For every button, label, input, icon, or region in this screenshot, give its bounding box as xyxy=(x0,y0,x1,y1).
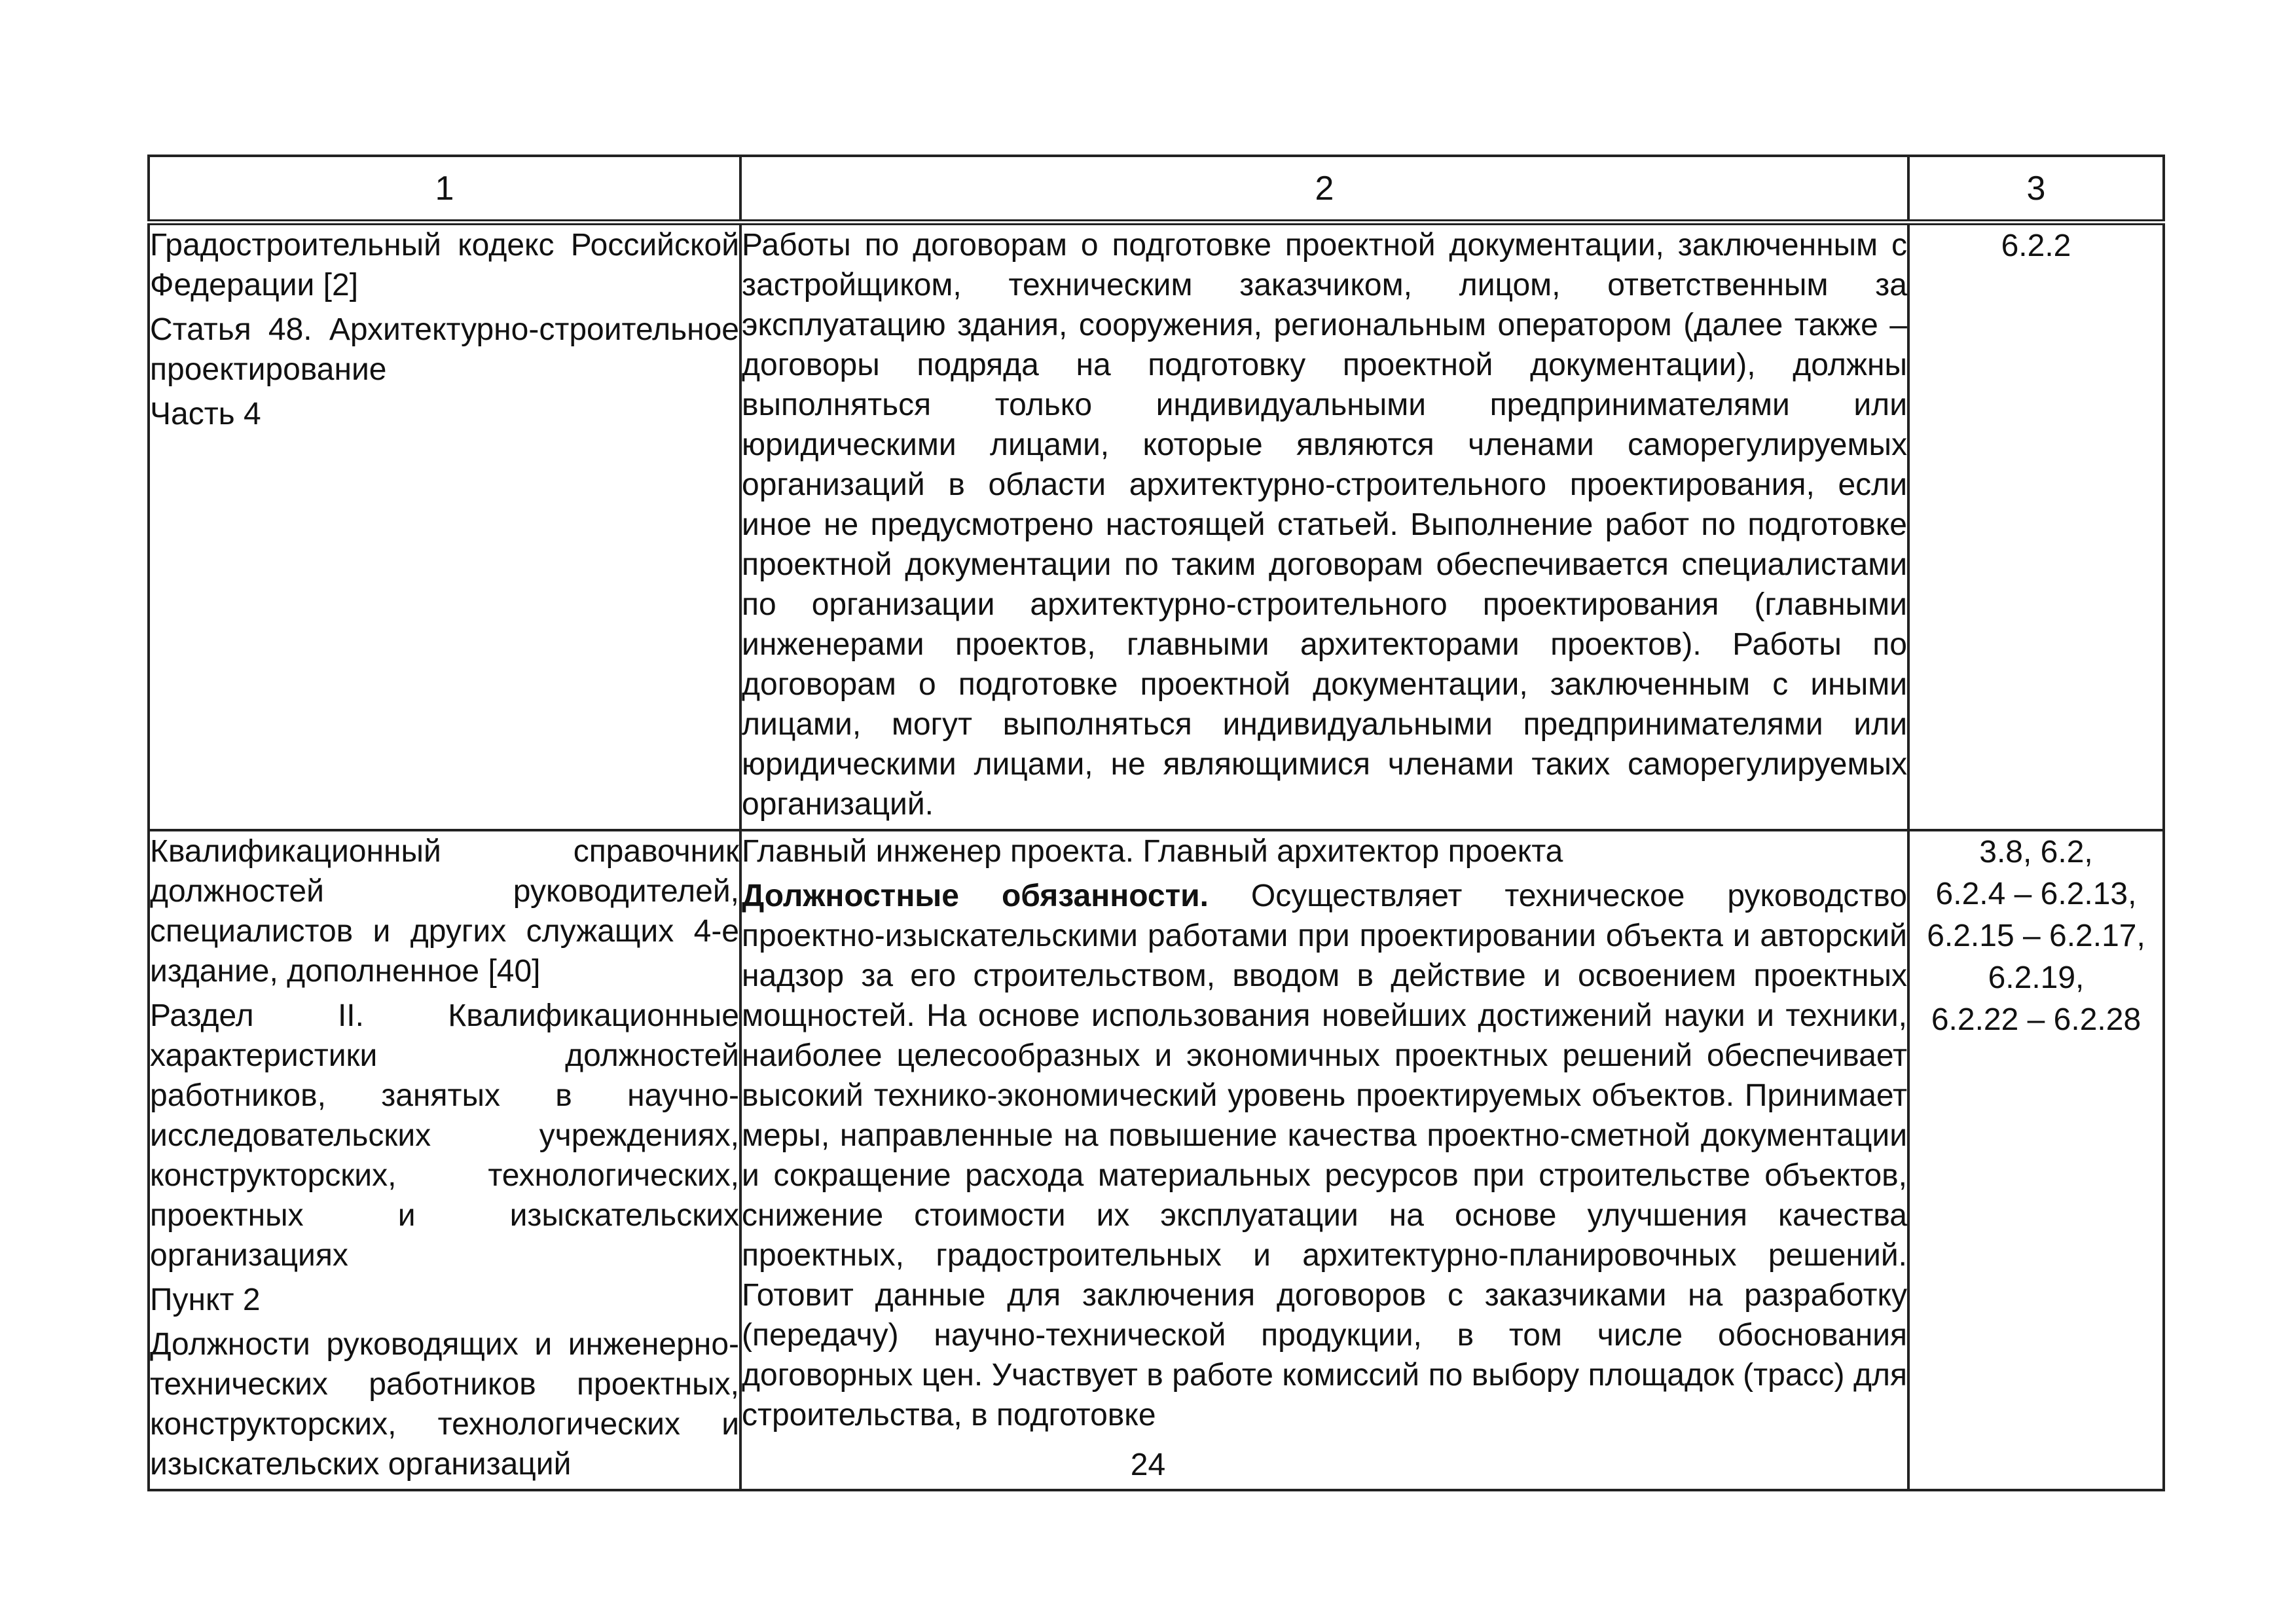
column-header-3: 3 xyxy=(1908,156,2164,223)
source-part: Часть 4 xyxy=(150,397,261,431)
table-row xyxy=(149,223,2164,831)
source-cell xyxy=(149,830,740,1490)
requirement-text xyxy=(742,876,1907,1435)
source-section: Раздел II. Квалификационные характеристики должностей работников, занятых в научно-исследовательских учреждениях, конструкторских, технологических, проектных и изыскательских организациях xyxy=(150,998,739,1273)
page-number: 24 xyxy=(1130,1448,1166,1482)
reference-item: 6.2.19, xyxy=(1988,960,2085,995)
table-header-row xyxy=(149,156,2164,223)
requirement-text: Работы по договорам о подготовке проектной документации, заключенным с застройщиком, техническим заказчиком, лицом, ответственным за эксплуатацию здания, сооружения, региональным оператором (далее также – договоры подряда на подготовку проектной документации), должны выполняться только индивидуальными предпринимателями или юридическими лицами, которые являются членами саморегулируемых организаций в области архитектурно-строительного проектирования, если иное не предусмотрено настоящей статьей. Выполнение работ по подготовке проектной документации по таким договорам обеспечивается специалистами по организации архитектурно-строительного проектирования (главными инженерами проектов, главными архитекторами проектов). Работы по договорам о подготовке проектной документации, заключенным с иными лицами, могут выполняться индивидуальными предпринимателями или юридическими лицами, не являющимися членами таких саморегулируемых организаций. xyxy=(742,228,1907,822)
duties-heading: Должностные обязанности. xyxy=(742,879,1209,913)
reference-item: 6.2.4 – 6.2.13, xyxy=(1935,877,2137,911)
source-article: Статья 48. Архитектурно-строительное проектирование xyxy=(150,312,739,387)
requirements-table xyxy=(147,155,2165,1491)
column-header-2: 2 xyxy=(740,156,1908,223)
source-document-title: Квалификационный справочник должностей руководителей, специалистов и других служащих 4-е издание, дополненное [40] xyxy=(150,834,739,989)
source-document-title: Градостроительный кодекс Российской Федерации [2] xyxy=(150,228,739,302)
reference-item: 6.2.2 xyxy=(2001,228,2071,263)
reference-item: 3.8, 6.2, xyxy=(1979,835,2093,869)
reference-item: 6.2.15 – 6.2.17, xyxy=(1927,919,2145,953)
source-item: Пункт 2 xyxy=(150,1283,261,1317)
source-cell xyxy=(149,223,740,831)
requirement-cell xyxy=(740,223,1908,831)
requirement-cell xyxy=(740,830,1908,1490)
table-row xyxy=(149,830,2164,1490)
duties-text: Осуществляет техническое руководство проектно-изыскательскими работами при проектировании объекта и авторский надзор за его строительством, вводом в действие и освоением проектных мощностей. На основе использования новейших достижений науки и техники, наиболее целесообразных и экономичных проектных решений обеспечивает высокий технико-экономический уровень проектируемых объектов. Принимает меры, направленные на повышение качества проектно-сметной документации и сокращение расхода материальных ресурсов при строительстве объектов, снижение стоимости их эксплуатации на основе улучшения качества проектных, градостроительных и архитектурно-планировочных решений. Готовит данные для заключения договоров с заказчиками на разработку (передачу) научно-технической продукции, в том числе обоснования договорных цен. Участвует в работе комиссий по выбору площадок (трасс) для строительства, в подготовке xyxy=(742,879,1907,1432)
reference-cell xyxy=(1908,830,2164,1490)
requirement-position-title: Главный инженер проекта. Главный архитектор проекта xyxy=(742,834,1563,869)
source-positions: Должности руководящих и инженерно-технических работников проектных, конструкторских, технологических и изыскательских организаций xyxy=(150,1327,739,1482)
reference-item: 6.2.22 – 6.2.28 xyxy=(1931,1002,2141,1037)
reference-cell xyxy=(1908,223,2164,831)
column-header-1: 1 xyxy=(149,156,740,223)
